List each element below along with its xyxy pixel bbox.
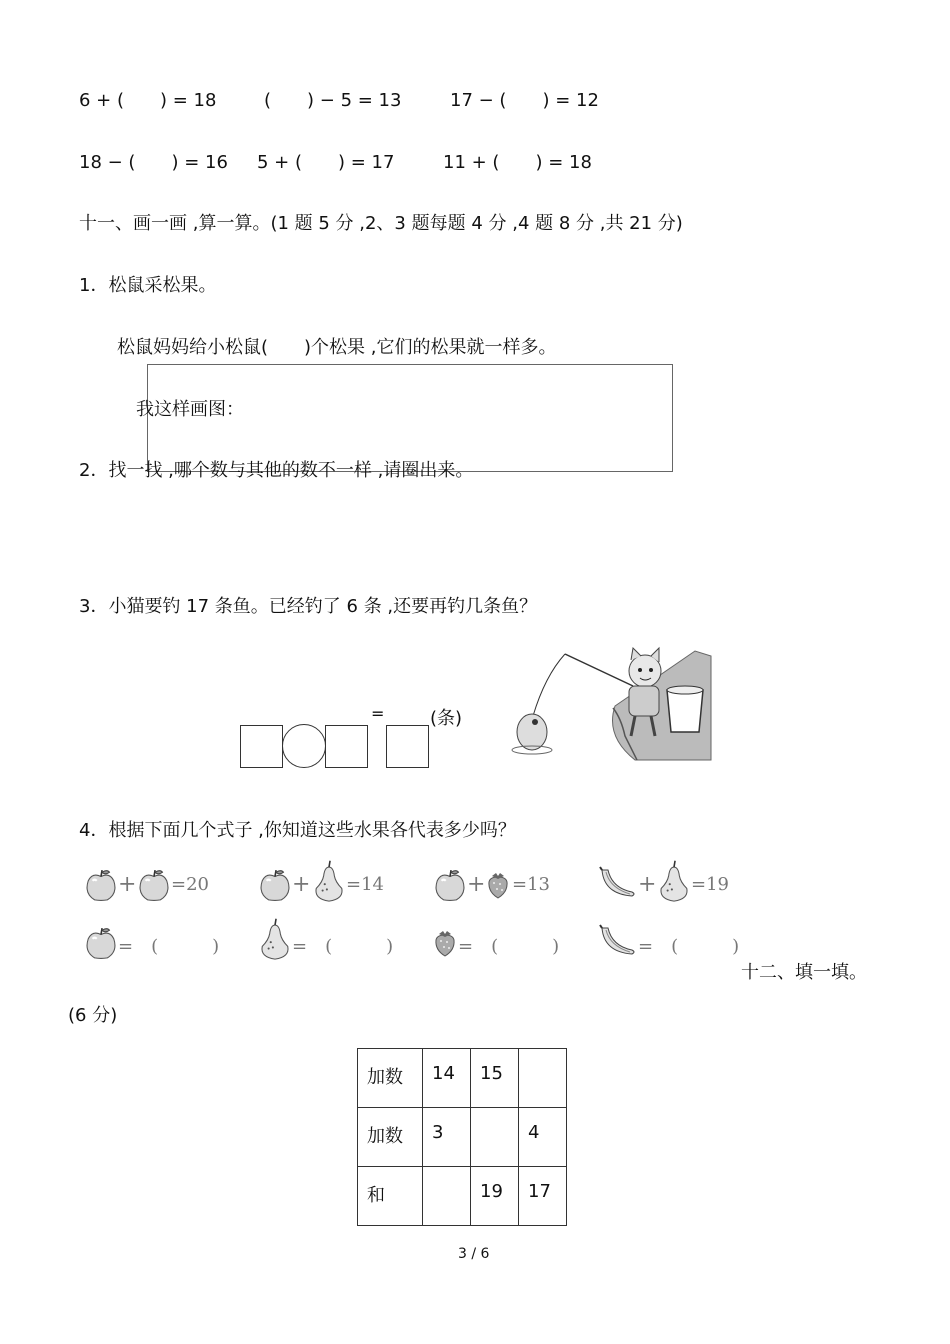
fruit-formulas: [0, 860, 950, 910]
section-12-points: (6 分): [68, 1005, 118, 1026]
strawberry-icon: [486, 870, 510, 900]
q3-title: 3．小猫要钓 17 条鱼。已经钓了 6 条 ,还要再钓几条鱼？: [79, 596, 538, 617]
table-cell[interactable]: [519, 1049, 567, 1108]
equation-6: 11 + ( ) = 18: [443, 152, 592, 173]
banana-icon: [598, 924, 638, 960]
section-11-title: 十一、画一画 ,算一算。(1 题 5 分 ,2、3 题每题 4 分 ,4 题 8 分 ,共 21 分): [79, 213, 683, 234]
draw-label: 我这样画图：: [136, 399, 244, 420]
pear-icon: [312, 860, 346, 904]
row-header: 加数: [358, 1108, 423, 1167]
row-header: 加数: [358, 1049, 423, 1108]
banana-icon: [598, 866, 638, 902]
formula-result: =14: [346, 874, 384, 895]
table-cell[interactable]: 3: [423, 1108, 471, 1167]
formula-op: +: [118, 872, 137, 897]
answer-box-3[interactable]: [386, 725, 429, 768]
table-row: [358, 1049, 567, 1108]
apple-icon: [84, 926, 118, 960]
equals-sign: =: [371, 704, 385, 723]
q4-title: 4．根据下面几个式子 ,你知道这些水果各代表多少吗？: [79, 820, 516, 841]
equation-1: 6 + ( ) = 18: [79, 90, 217, 111]
strawberry-answer[interactable]: = ( ): [458, 936, 560, 957]
pear-answer[interactable]: = ( ): [292, 936, 394, 957]
answer-box-1[interactable]: [240, 725, 283, 768]
addition-table: [357, 1048, 567, 1226]
table-cell[interactable]: 4: [519, 1108, 567, 1167]
unit-label: (条): [430, 708, 463, 729]
answer-box-2[interactable]: [325, 725, 368, 768]
table-cell[interactable]: 14: [423, 1049, 471, 1108]
table-cell[interactable]: 17: [519, 1167, 567, 1226]
formula-result: =20: [171, 874, 209, 895]
equation-5: 5 + ( ) = 17: [257, 152, 395, 173]
table-cell[interactable]: 15: [471, 1049, 519, 1108]
strawberry-icon: [433, 928, 457, 958]
table-cell[interactable]: [423, 1167, 471, 1226]
apple-icon: [433, 868, 467, 902]
section-12-title: 十二、填一填。: [741, 962, 867, 983]
table-row: [358, 1108, 567, 1167]
equation-4: 18 − ( ) = 16: [79, 152, 228, 173]
formula-op: +: [638, 872, 657, 897]
banana-answer[interactable]: = ( ): [638, 936, 740, 957]
formula-result: =19: [691, 874, 729, 895]
apple-answer[interactable]: = ( ): [118, 936, 220, 957]
cat-fishing-illustration: [505, 646, 711, 760]
operator-circle[interactable]: [282, 724, 326, 768]
pear-icon: [258, 918, 292, 962]
table-cell[interactable]: [471, 1108, 519, 1167]
pear-icon: [657, 860, 691, 904]
formula-op: +: [467, 872, 486, 897]
q1-title: 1．松鼠采松果。: [79, 275, 217, 296]
apple-icon: [84, 868, 118, 902]
table-row: [358, 1167, 567, 1226]
page-number: 3 / 6: [458, 1246, 490, 1262]
equation-2: ( ) − 5 = 13: [264, 90, 402, 111]
equation-3: 17 − ( ) = 12: [450, 90, 599, 111]
apple-icon: [258, 868, 292, 902]
apple-icon: [137, 868, 171, 902]
formula-op: +: [292, 872, 311, 897]
q1-sentence: 松鼠妈妈给小松鼠( )个松果 ,它们的松果就一样多。: [117, 337, 557, 358]
row-header: 和: [358, 1167, 423, 1226]
formula-result: =13: [512, 874, 550, 895]
table-cell[interactable]: 19: [471, 1167, 519, 1226]
q2-title: 2．找一找 ,哪个数与其他的数不一样 ,请圈出来。: [79, 460, 474, 481]
